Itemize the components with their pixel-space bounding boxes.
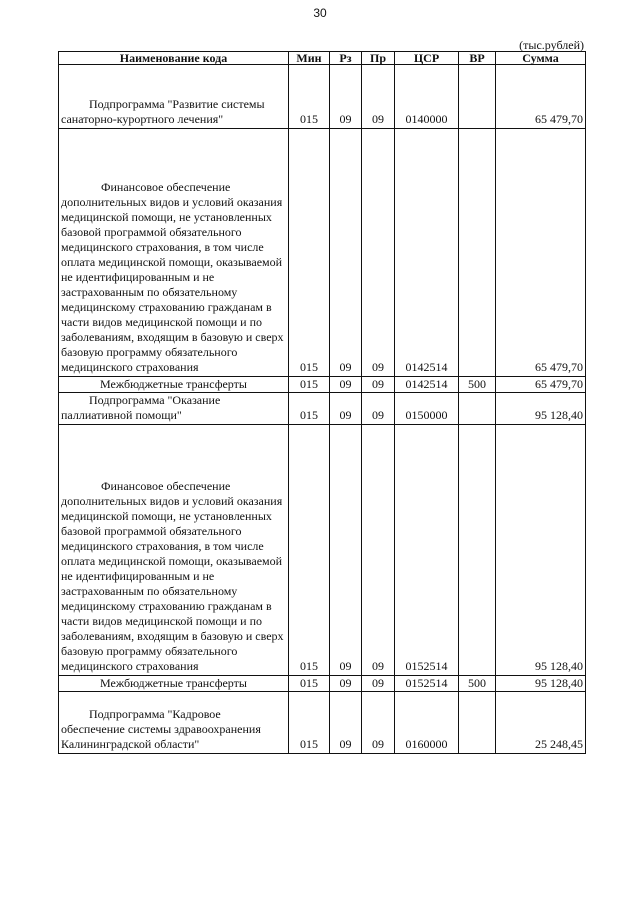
row-name: Финансовое обеспечение дополнительных видов и условий оказания медицинской помощи, не установленных базовой программой обязательного медицинского страхования, в том числе оплата медицинской помощи, оказываемой не идентифицированным и не застрахованным по обязательному медицинскому страхованию гражданам в части видов медицинской помощи и по заболеваниям, входящим в базовую и сверх базовую программу обязательного медицинского страхования <box>59 129 289 377</box>
row-vr: 500 <box>459 676 496 692</box>
header-pr: Пр <box>362 52 395 65</box>
row-csr: 0142514 <box>395 129 459 377</box>
row-csr: 0142514 <box>395 377 459 393</box>
row-pr: 09 <box>362 425 395 676</box>
row-vr <box>459 425 496 676</box>
row-vr <box>459 393 496 425</box>
row-name: Межбюджетные трансферты <box>59 676 289 692</box>
header-name: Наименование кода <box>59 52 289 65</box>
units-label: (тыс.рублей) <box>519 38 584 52</box>
row-name: Подпрограмма "Кадровое обеспечение системы здравоохранения Калининградской области" <box>59 692 289 754</box>
row-name: Подпрограмма "Развитие системы санаторно-курортного лечения" <box>59 65 289 129</box>
row-rz: 09 <box>330 425 362 676</box>
row-sum: 95 128,40 <box>496 425 586 676</box>
row-csr: 0160000 <box>395 692 459 754</box>
row-min: 015 <box>289 377 330 393</box>
row-rz: 09 <box>330 377 362 393</box>
table-row <box>59 377 586 393</box>
row-min: 015 <box>289 692 330 754</box>
row-rz: 09 <box>330 65 362 129</box>
row-csr: 0150000 <box>395 393 459 425</box>
row-pr: 09 <box>362 393 395 425</box>
header-vr: ВР <box>459 52 496 65</box>
header-min: Мин <box>289 52 330 65</box>
table-header-row <box>59 52 586 65</box>
row-min: 015 <box>289 393 330 425</box>
header-rz: Рз <box>330 52 362 65</box>
row-name: Межбюджетные трансферты <box>59 377 289 393</box>
row-vr <box>459 129 496 377</box>
header-sum: Сумма <box>496 52 586 65</box>
row-vr <box>459 692 496 754</box>
row-name: Финансовое обеспечение дополнительных видов и условий оказания медицинской помощи, не установленных базовой программой обязательного медицинского страхования, в том числе оплата медицинской помощи, оказываемой не идентифицированным и не застрахованным по обязательному медицинскому страхованию гражданам в части видов медицинской помощи и по заболеваниям, входящим в базовую и сверх базовую программу обязательного медицинского страхования <box>59 425 289 676</box>
row-sum: 95 128,40 <box>496 676 586 692</box>
row-rz: 09 <box>330 676 362 692</box>
row-sum: 65 479,70 <box>496 377 586 393</box>
row-sum: 25 248,45 <box>496 692 586 754</box>
row-rz: 09 <box>330 393 362 425</box>
row-pr: 09 <box>362 129 395 377</box>
page-number: 30 <box>313 6 327 20</box>
row-pr: 09 <box>362 676 395 692</box>
row-min: 015 <box>289 65 330 129</box>
row-pr: 09 <box>362 65 395 129</box>
budget-table <box>58 51 586 754</box>
row-min: 015 <box>289 676 330 692</box>
row-rz: 09 <box>330 129 362 377</box>
row-csr: 0152514 <box>395 425 459 676</box>
row-vr <box>459 65 496 129</box>
table-row <box>59 425 586 676</box>
row-vr: 500 <box>459 377 496 393</box>
table-row <box>59 129 586 377</box>
row-name: Подпрограмма "Оказание паллиативной помощи" <box>59 393 289 425</box>
row-rz: 09 <box>330 692 362 754</box>
row-pr: 09 <box>362 692 395 754</box>
table-row <box>59 65 586 129</box>
row-csr: 0152514 <box>395 676 459 692</box>
table-row <box>59 393 586 425</box>
table-row <box>59 676 586 692</box>
row-min: 015 <box>289 129 330 377</box>
row-min: 015 <box>289 425 330 676</box>
row-sum: 65 479,70 <box>496 65 586 129</box>
row-sum: 65 479,70 <box>496 129 586 377</box>
row-sum: 95 128,40 <box>496 393 586 425</box>
table-row <box>59 692 586 754</box>
row-csr: 0140000 <box>395 65 459 129</box>
row-pr: 09 <box>362 377 395 393</box>
header-csr: ЦСР <box>395 52 459 65</box>
